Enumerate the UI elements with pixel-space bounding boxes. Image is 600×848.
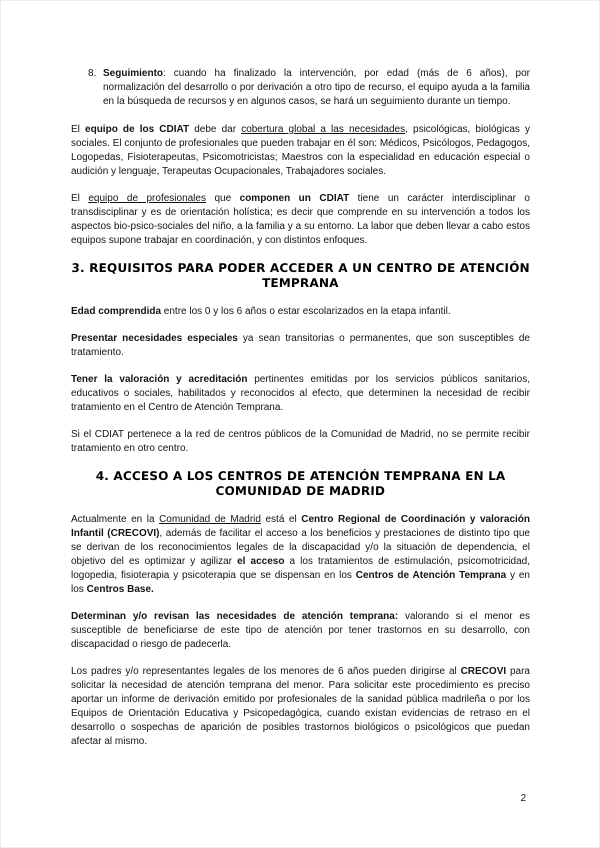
text-run: Los padres y/o representantes legales de los menores de 6 años pueden dirigirse al — [71, 666, 461, 677]
text-run: Tener la valoración y acreditación — [71, 374, 248, 385]
page-number: 2 — [520, 793, 526, 804]
text-run: debe dar — [189, 124, 242, 135]
list-item-paragraph — [103, 67, 530, 109]
paragraph-actualmente-crecovi — [71, 513, 530, 597]
text-run: Edad comprendida — [71, 306, 162, 317]
text-run: y en los — [71, 570, 530, 595]
text-run: : cuando ha finalizado la intervención, por edad (más de 6 años), por normalización del desarrollo o por derivación a otro tipo de recurso, el equipo ayuda a la familia en la búsqueda de recursos y en algunos casos, se hará un seguimiento durante un tiempo. — [103, 68, 530, 107]
text-run: , psicológicas, biológicas y sociales. El conjunto de profesionales que pueden trabajar en él son: Médicos, Psicólogos, Pedagogos, Logopedas, Fisioterapeutas, Psicomotricistas; Maestros con la especialidad en educación especial o audición y lenguaje, Terapeutas Ocupacionales, Trabajadores sociales. — [71, 124, 530, 177]
text-run: El — [71, 193, 89, 204]
text-run: ya sean transitorias o permanentes, que son susceptibles de tratamiento. — [71, 333, 530, 358]
text-run: Actualmente en la — [71, 514, 160, 525]
paragraph-padres-representantes — [71, 665, 530, 749]
text-run: Seguimiento — [103, 68, 164, 79]
text-run: Si el CDIAT pertenece a la red de centros públicos de la Comunidad de Madrid, no se permite recibir tratamiento en otro centro. — [71, 429, 530, 454]
text-run: equipo de profesionales — [88, 193, 206, 204]
text-run: cobertura global a las necesidades — [241, 124, 406, 135]
text-run: El — [71, 124, 86, 135]
text-run: equipo de los CDIAT — [85, 124, 190, 135]
paragraph-determinan-revisan — [71, 610, 530, 652]
section-heading-requisitos: 3. REQUISITOS PARA PODER ACCEDER A UN CENTRO DE ATENCIÓN TEMPRANA — [71, 261, 530, 290]
list-item-number: 8. — [88, 68, 97, 79]
text-run: a los tratamientos de estimulación, psicomotricidad, logopedia, fisioterapia y psicoterapia que se dispensan en los — [71, 556, 530, 581]
paragraph-cdiat-red-publica — [71, 428, 530, 456]
text-run: valorando si el menor es susceptible de beneficiarse de este tipo de atención por tener trastornos en su desarrollo, con discapacidad o riesgo de padecerla. — [71, 611, 530, 650]
paragraph-valoracion-acreditacion — [71, 373, 530, 415]
paragraph-necesidades-especiales — [71, 332, 530, 360]
text-run: Centros Base. — [86, 584, 154, 595]
paragraph-edad-comprendida — [71, 305, 530, 319]
text-run: tiene un carácter interdisciplinar o transdisciplinar y es de orientación holística; es decir que comprende en su intervención a todos los aspectos bio-psico-sociales del niño, a la familia y a su entorno. La labor que deben llevar a cabo estos equipos supone trabajar en coordinación, y con distintos enfoques. — [71, 193, 530, 246]
text-run: componen un CDIAT — [239, 193, 350, 204]
text-run: Determinan y/o revisan las necesidades de atención temprana: — [71, 611, 399, 622]
text-run: para solicitar la necesidad de atención temprana del menor. Para solicitar este procedimiento es preciso aportar un informe de derivación emitido por profesionales de la sanidad pública madrileña o por los Equipos de Orientación Educativa y Psicopedagógica, cuando existan evidencias de retraso en el desarrollo o sospechas de aparición de posibles trastornos biológicos o psicológicos que puedan afectar al mismo. — [71, 666, 530, 747]
text-run: entre los 0 y los 6 años o estar escolarizados en la etapa infantil. — [161, 306, 451, 317]
text-run: Presentar necesidades especiales — [71, 333, 238, 344]
text-run: Centros de Atención Temprana — [355, 570, 507, 581]
text-run: pertinentes emitidas por los servicios públicos sanitarios, educativos o sociales, habilitados y reconocidos al efecto, que determinen la necesidad de recibir tratamiento en el Centro de Atención Temprana. — [71, 374, 530, 413]
text-run: está el — [260, 514, 302, 525]
text-run: CRECOVI — [460, 666, 507, 677]
paragraph-equipo-profesionales — [71, 192, 530, 248]
text-run: Centro Regional de Coordinación y valoración Infantil (CRECOVI) — [71, 514, 531, 539]
text-run: el acceso — [237, 556, 285, 567]
text-run: , además de facilitar el acceso a los beneficios y prestaciones de distinto tipo que se derivan de los reconocimientos legales de la discapacidad y/o la situación de dependencia, el objetivo del es optimizar y agilizar — [71, 528, 530, 567]
text-run: Comunidad de Madrid — [159, 514, 261, 525]
text-run: que — [205, 193, 240, 204]
section-heading-acceso: 4. ACCESO A LOS CENTROS DE ATENCIÓN TEMPRANA EN LA COMUNIDAD DE MADRID — [95, 469, 506, 498]
list-item-seguimiento — [71, 67, 530, 109]
paragraph-equipo-cdiat — [71, 123, 530, 179]
